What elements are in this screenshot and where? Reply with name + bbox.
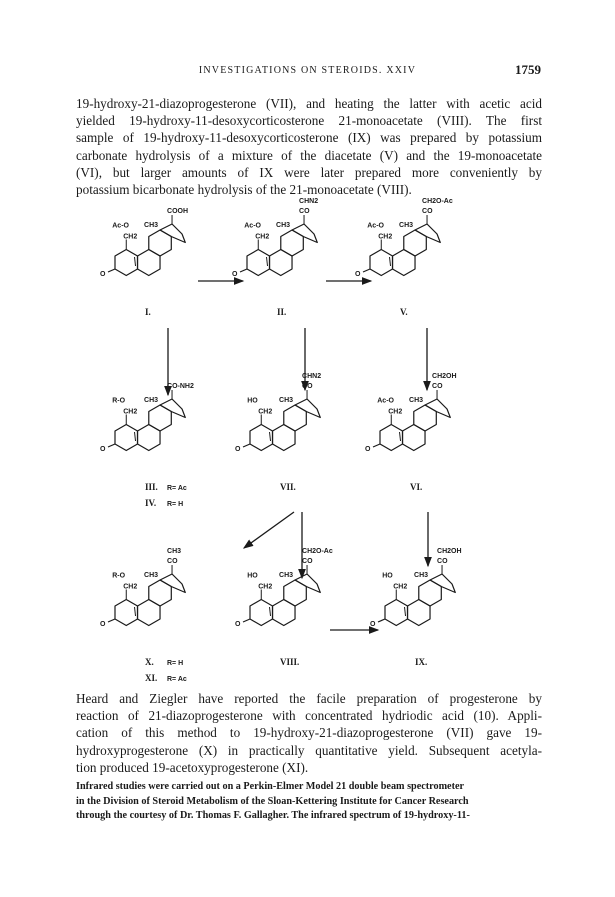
keto-bond <box>243 619 250 622</box>
compound-number: I. <box>145 307 151 317</box>
side-chain-label: CO <box>167 558 178 565</box>
side-chain-label: CH2O-Ac <box>302 548 333 555</box>
c19-substituent: HO <box>382 572 393 580</box>
keto-oxygen: O <box>355 271 361 278</box>
keto-bond <box>108 619 115 622</box>
side-chain-label: CO <box>302 383 313 390</box>
c19-label: CH2 <box>388 408 403 416</box>
ring-D <box>415 224 440 243</box>
double-bond <box>270 432 271 441</box>
compound-number: X. <box>145 657 154 667</box>
keto-bond <box>108 269 115 272</box>
ring-A <box>250 425 273 451</box>
c18-label: CH3 <box>144 572 159 579</box>
c19-label: CH2 <box>255 233 270 241</box>
ring-A <box>250 600 273 626</box>
ring-D <box>292 224 317 243</box>
text-line: hydroxyprogesterone (X) in practically quantitative yield. Subsequent acetyla- <box>76 742 542 758</box>
text-line: potassium bicarbonate hydrolysis of the 21-monoacetate (VIII). <box>76 182 412 198</box>
footnote <box>76 780 544 824</box>
footnote-line: Infrared studies were carried out on a Perkin-Elmer Model 21 double beam spectrometer <box>76 781 465 792</box>
keto-oxygen: O <box>235 446 241 453</box>
keto-bond <box>240 269 247 272</box>
c19-substituent: Ac-O <box>244 222 261 230</box>
side-chain-label: COOH <box>167 208 189 215</box>
compound-number: IX. <box>415 657 428 667</box>
compound-i <box>100 208 188 317</box>
double-bond <box>400 432 401 441</box>
c18-label: CH3 <box>414 572 429 579</box>
compound-number: V. <box>400 307 408 317</box>
text-line: reaction of 21-diazoprogesterone with concentrated hydriodic acid (10). Appli- <box>76 708 542 724</box>
c19-label: CH2 <box>378 233 393 241</box>
double-bond <box>135 257 136 266</box>
compound-viii <box>235 548 333 667</box>
keto-bond <box>378 619 385 622</box>
c19-substituent: R-O <box>112 572 126 580</box>
c18-label: CH3 <box>144 397 159 404</box>
text-line: cation of this method to 19-hydroxy-21-diazoprogesterone (VII) gave 19- <box>76 725 542 741</box>
c18-label: CH3 <box>276 222 291 229</box>
keto-bond <box>243 444 250 447</box>
compound-ii <box>232 198 318 317</box>
double-bond <box>270 607 271 616</box>
ring-A <box>385 600 408 626</box>
c18-label: CH3 <box>279 397 294 404</box>
ring-D <box>430 574 455 593</box>
text-line: 19-hydroxy-21-diazoprogesterone (VII), and heating the latter with acetic acid <box>76 96 542 111</box>
bottom-paragraph <box>76 690 542 776</box>
compound-number: III. <box>145 482 158 492</box>
text-line: yielded 19-hydroxy-11-desoxycorticosterone 21-monoacetate (VIII). The first <box>76 113 542 129</box>
ring-D <box>160 574 185 593</box>
c19-substituent: Ac-O <box>377 397 394 405</box>
compound-vii <box>235 373 321 492</box>
compound-r-group: R= Ac <box>167 485 187 492</box>
keto-bond <box>373 444 380 447</box>
running-head-title: INVESTIGATIONS ON STEROIDS. XXIV <box>198 65 417 76</box>
ring-D <box>160 224 185 243</box>
text-line: tion produced 19-acetoxyprogesterone (XI). <box>76 759 309 775</box>
footnote-line: through the courtesy of Dr. Thomas F. Gallagher. The infrared spectrum of 19-hydroxy-11- <box>76 810 470 821</box>
ring-D <box>295 574 320 593</box>
compound-ix <box>370 548 462 667</box>
ring-A <box>380 425 403 451</box>
side-chain-label: CO <box>302 558 313 565</box>
ring-D <box>160 399 185 418</box>
c19-label: CH2 <box>258 408 273 416</box>
text-line: (VI), but larger amounts of IX were later prepared more conveniently by <box>76 164 542 180</box>
double-bond <box>267 257 268 266</box>
keto-oxygen: O <box>365 446 371 453</box>
double-bond <box>135 432 136 441</box>
c19-label: CH2 <box>123 233 138 241</box>
ring-A <box>370 250 393 276</box>
side-chain-label: CHN2 <box>299 198 319 205</box>
side-chain-label: CO-NH2 <box>167 383 194 390</box>
c18-label: CH3 <box>409 397 424 404</box>
c19-label: CH2 <box>393 583 408 591</box>
ring-D <box>425 399 450 418</box>
text-line: Heard and Ziegler have reported the facile preparation of progesterone by <box>76 691 542 706</box>
side-chain-label: CO <box>422 208 433 215</box>
c19-label: CH2 <box>258 583 273 591</box>
text-line: sample of 19-hydroxy-11-desoxycorticosterone (IX) was prepared by potassium <box>76 130 542 146</box>
keto-bond <box>108 444 115 447</box>
c19-substituent: Ac-O <box>112 222 129 230</box>
side-chain-label: CH2OH <box>437 548 462 555</box>
compound-number: VII. <box>280 482 296 492</box>
keto-oxygen: O <box>370 621 376 628</box>
ring-A <box>115 250 138 276</box>
c19-substituent: R-O <box>112 397 126 405</box>
c18-label: CH3 <box>399 222 414 229</box>
side-chain-label: CO <box>299 208 310 215</box>
side-chain-label: CO <box>437 558 448 565</box>
keto-oxygen: O <box>100 271 106 278</box>
side-chain-label: CO <box>432 383 443 390</box>
ring-A <box>115 425 138 451</box>
keto-bond <box>363 269 370 272</box>
ring-A <box>247 250 270 276</box>
compound-x-xi <box>100 548 187 683</box>
footnote-line: in the Division of Steroid Metabolism of the Sloan-Kettering Institute for Cancer Research <box>76 795 469 807</box>
compound-v <box>355 198 453 317</box>
compound-r-group: R= H <box>167 660 184 667</box>
c19-substituent: HO <box>247 572 258 580</box>
keto-oxygen: O <box>235 621 241 628</box>
keto-oxygen: O <box>232 271 238 278</box>
c19-label: CH2 <box>123 408 138 416</box>
compound-number: XI. <box>145 673 158 683</box>
compound-number: VI. <box>410 482 423 492</box>
c19-substituent: Ac-O <box>367 222 384 230</box>
ring-A <box>115 600 138 626</box>
side-chain-label: CH2OH <box>432 373 457 380</box>
text-line: carbonate hydrolysis of a mixture of the diacetate (V) and the 19-monoacetate <box>76 147 542 163</box>
compound-r-group: R= Ac <box>167 676 187 683</box>
c19-label: CH2 <box>123 583 138 591</box>
compound-r-group: R= H <box>167 501 184 508</box>
compound-vi <box>365 373 457 492</box>
page-number: 1759 <box>515 62 541 77</box>
compound-number: VIII. <box>280 657 300 667</box>
compound-number: IV. <box>145 498 157 508</box>
c19-substituent: HO <box>247 397 258 405</box>
keto-oxygen: O <box>100 446 106 453</box>
reaction-arrow <box>244 512 294 548</box>
side-chain-label: CH3 <box>167 548 182 555</box>
side-chain-label: CH2O-Ac <box>422 198 453 205</box>
ring-D <box>295 399 320 418</box>
double-bond <box>405 607 406 616</box>
keto-oxygen: O <box>100 621 106 628</box>
compound-iii-iv <box>100 383 194 508</box>
side-chain-label: CHN2 <box>302 373 322 380</box>
double-bond <box>135 607 136 616</box>
c18-label: CH3 <box>144 222 159 229</box>
double-bond <box>390 257 391 266</box>
compound-number: II. <box>277 307 287 317</box>
c18-label: CH3 <box>279 572 294 579</box>
